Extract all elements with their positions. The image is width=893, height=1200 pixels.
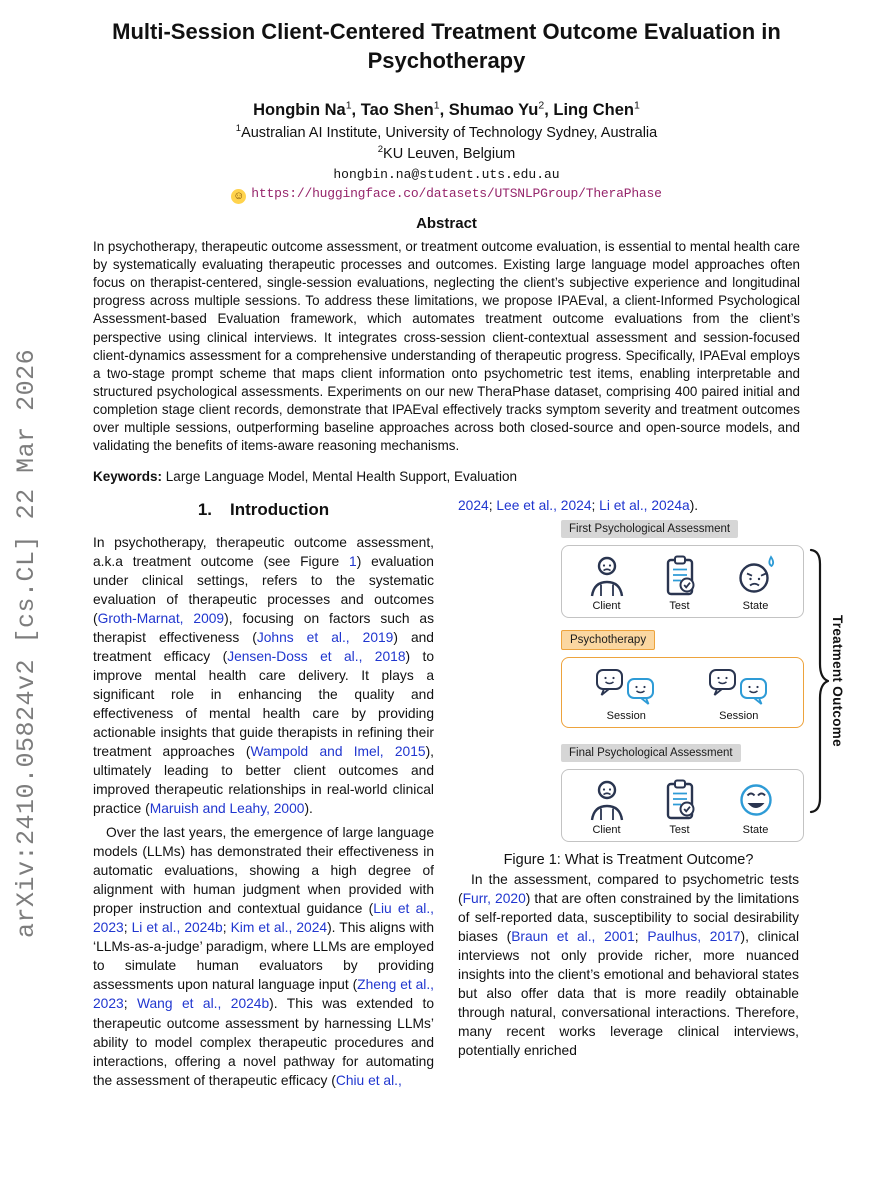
author-3: Shumao Yu$^2$, (448, 99, 554, 119)
figure-1 (458, 520, 845, 868)
worried-face-icon (734, 555, 778, 597)
happy-face-icon (734, 779, 778, 821)
fig-item-state-worried: State (734, 555, 778, 612)
author-4: Ling Chen$^1$ (553, 99, 640, 119)
assessment-paragraph: In the assessment, compared to psychometric tests (Furr, 2020) that are often constrained by the limitations of self-reported data, susceptibility to social desirability biases (Braun et al., 2001; Paulhus, 2017), clinical interviews not only provide richer, more nuanced insights into the client’s emotional and behavioral states but also offer data that is more readily obtainable through natural, conversational interactions. Therefore, many recent works leverage clinical interviews, potentially enriched (458, 871, 800, 1059)
psychotherapy-box (561, 657, 804, 728)
citation-link[interactable]: Furr, 2020 (462, 890, 526, 906)
intro-paragraph-2: Over the last years, the emergence of large language models (LLMs) has demonstrated their effectiveness in automatic evaluations, showing a high degree of alignment with human judgment when provided with proper instruction and contextual guidance (Liu et al., 2023; Li et al., 2024b; Kim et al., 2024). This aligns with ‘LLMs-as-a-judge’ paradigm, where LLMs are employed to simulate human evaluators by providing assessments upon natural language input (Zheng et al., 2023; Wang et al., 2024b). This was extended to therapeutic outcome assessment by harnessing LLMs’ ability to model complex therapeutic procedures and interactions, offering a novel pathway for automating the assessment of therapeutic efficacy (Chiu et al., (93, 825, 435, 1088)
fig-item-client: Client (588, 779, 626, 836)
citation-link[interactable]: Wang et al., 2024b (137, 996, 270, 1012)
citation-link[interactable]: Chiu et al., (335, 1072, 402, 1088)
citation-link[interactable]: Maruish and Leahy, 2000 (149, 801, 305, 817)
fig-item-client: Client (588, 555, 626, 612)
author-line (93, 99, 800, 120)
psychotherapy-label: Psychotherapy (561, 630, 655, 650)
paper-title: Multi-Session Client-Centered Treatment Outcome Evaluation in Psychotherapy (112, 19, 781, 73)
intro-paragraph-2-continuation: 2024; Lee et al., 2024; Li et al., 2024a). (458, 497, 699, 513)
fig-item-test: Test (661, 779, 699, 836)
arxiv-watermark: arXiv:2410.05824v2 [cs.CL] 22 Mar 2026 (12, 348, 41, 938)
citation-link[interactable]: Liu et al., 2023 (93, 901, 434, 936)
dataset-link[interactable]: https://huggingface.co/datasets/UTSNLPGroup/TheraPhase (251, 186, 662, 202)
abstract-heading: Abstract (416, 215, 477, 233)
citation-link[interactable]: Paulhus, 2017 (647, 928, 741, 944)
author-1: Hongbin Na$^1$, (253, 99, 361, 119)
citation-link[interactable]: 2024 (458, 497, 489, 513)
abstract-section (93, 215, 800, 454)
keywords-text: Large Language Model, Mental Health Support, Evaluation (165, 468, 518, 484)
citation-link[interactable]: Jensen-Doss et al., 2018 (227, 648, 406, 664)
final-assessment-box (561, 769, 804, 842)
client-sad-icon (588, 555, 626, 597)
citation-link[interactable]: Wampold and Imel, 2015 (250, 744, 426, 760)
dataset-link-line (93, 185, 800, 204)
section-heading-introduction: 1. Introduction (197, 499, 330, 519)
first-assessment-label: First Psychological Assessment (561, 520, 738, 538)
chat-session-icon (708, 667, 770, 707)
figure-1-diagram (458, 520, 845, 842)
curly-brace-icon (809, 548, 829, 814)
figure-1-caption: Figure 1: What is Treatment Outcome? (503, 851, 754, 868)
fig-item-test: Test (661, 555, 699, 612)
affiliation-2: $^2$KU Leuven, Belgium (377, 143, 516, 162)
treatment-outcome-label: Treatment Outcome (830, 614, 845, 747)
citation-link[interactable]: Zheng et al., 2023 (93, 977, 434, 1012)
citation-link[interactable]: Kim et al., 2024 (230, 920, 328, 936)
fig-item-state-happy: State (734, 779, 778, 836)
test-clipboard-icon (661, 779, 699, 821)
citation-link[interactable]: Lee et al., 2024 (496, 497, 592, 513)
citation-link[interactable]: 1 (349, 553, 357, 569)
keywords-label: Keywords: (93, 468, 163, 484)
author-2: Tao Shen$^1$, (360, 99, 449, 119)
citation-link[interactable]: Braun et al., 2001 (511, 928, 635, 944)
citation-link[interactable]: Groth-Marnat, 2009 (97, 610, 225, 626)
contact-email[interactable]: hongbin.na@student.uts.edu.au (333, 167, 560, 183)
left-column (93, 496, 434, 1090)
chat-session-icon (595, 667, 657, 707)
first-assessment-box (561, 545, 804, 618)
citation-link[interactable]: Johns et al., 2019 (256, 629, 394, 645)
test-clipboard-icon (661, 555, 699, 597)
paper-header (93, 18, 800, 204)
right-column (458, 496, 845, 1090)
keywords-line (93, 469, 800, 484)
hugging-face-icon: ☺ (233, 190, 245, 203)
two-column-body (93, 496, 845, 1090)
abstract-text: In psychotherapy, therapeutic outcome assessment, or treatment outcome evaluation, is essential to mental health care by systematically evaluating therapeutic processes and outcomes. Existing large language model approaches often focus on therapist-centered, single-session evaluations, neglecting the client’s subjective experience and longitudinal progress across multiple sessions. To address these limitations, we propose IPAEval, a client-Informed Psychological Assessment-based Evaluation framework, which automates treatment outcome evaluations from the client’s perspective using clinical interviews. It integrates cross-session client-contextual assessment and session-focused client-dynamics assessment for a comprehensive understanding of therapeutic progress. Specifically, IPAEval employs a two-stage prompt scheme that maps client information onto psychometric test items, enabling interpretable and structured psychological assessments. Experiments on our new TheraPhase dataset, comprising 400 paired initial and completion stage client records, demonstrate that IPAEval effectively tracks symptom severity and treatment outcomes over multiple sessions, outperforming baseline approaches across both closed-source and open-source models, and validating the benefits of items-aware reasoning mechanisms. (93, 239, 800, 453)
intro-paragraph-1: In psychotherapy, therapeutic outcome assessment, a.k.a treatment outcome (see Figure 1) evaluation under clinical settings, refers to the systematic evaluation of therapeutic processes and outcomes (Groth-Marnat, 2009), focusing on factors such as therapist effectiveness (Johns et al., 2019) and treatment efficacy (Jensen-Doss et al., 2018) to improve mental health care delivery. It plays a significant role in enhancing the quality and effectiveness of mental health care by providing actionable insights that guide therapists in refining their treatment approaches (Wampold and Imel, 2015), ultimately leading to better client outcomes and improved therapeutic relationships in real-world clinical practice (Maruish and Leahy, 2000). (93, 534, 434, 817)
final-assessment-label: Final Psychological Assessment (561, 744, 741, 762)
fig-item-session-2: Session (708, 667, 770, 722)
affiliation-1: $^1$Australian AI Institute, University of Technology Sydney, Australia (235, 122, 658, 141)
client-sad-icon (588, 779, 626, 821)
citation-link[interactable]: Li et al., 2024b (131, 920, 223, 936)
citation-link[interactable]: Li et al., 2024a (599, 497, 690, 513)
fig-item-session-1: Session (595, 667, 657, 722)
